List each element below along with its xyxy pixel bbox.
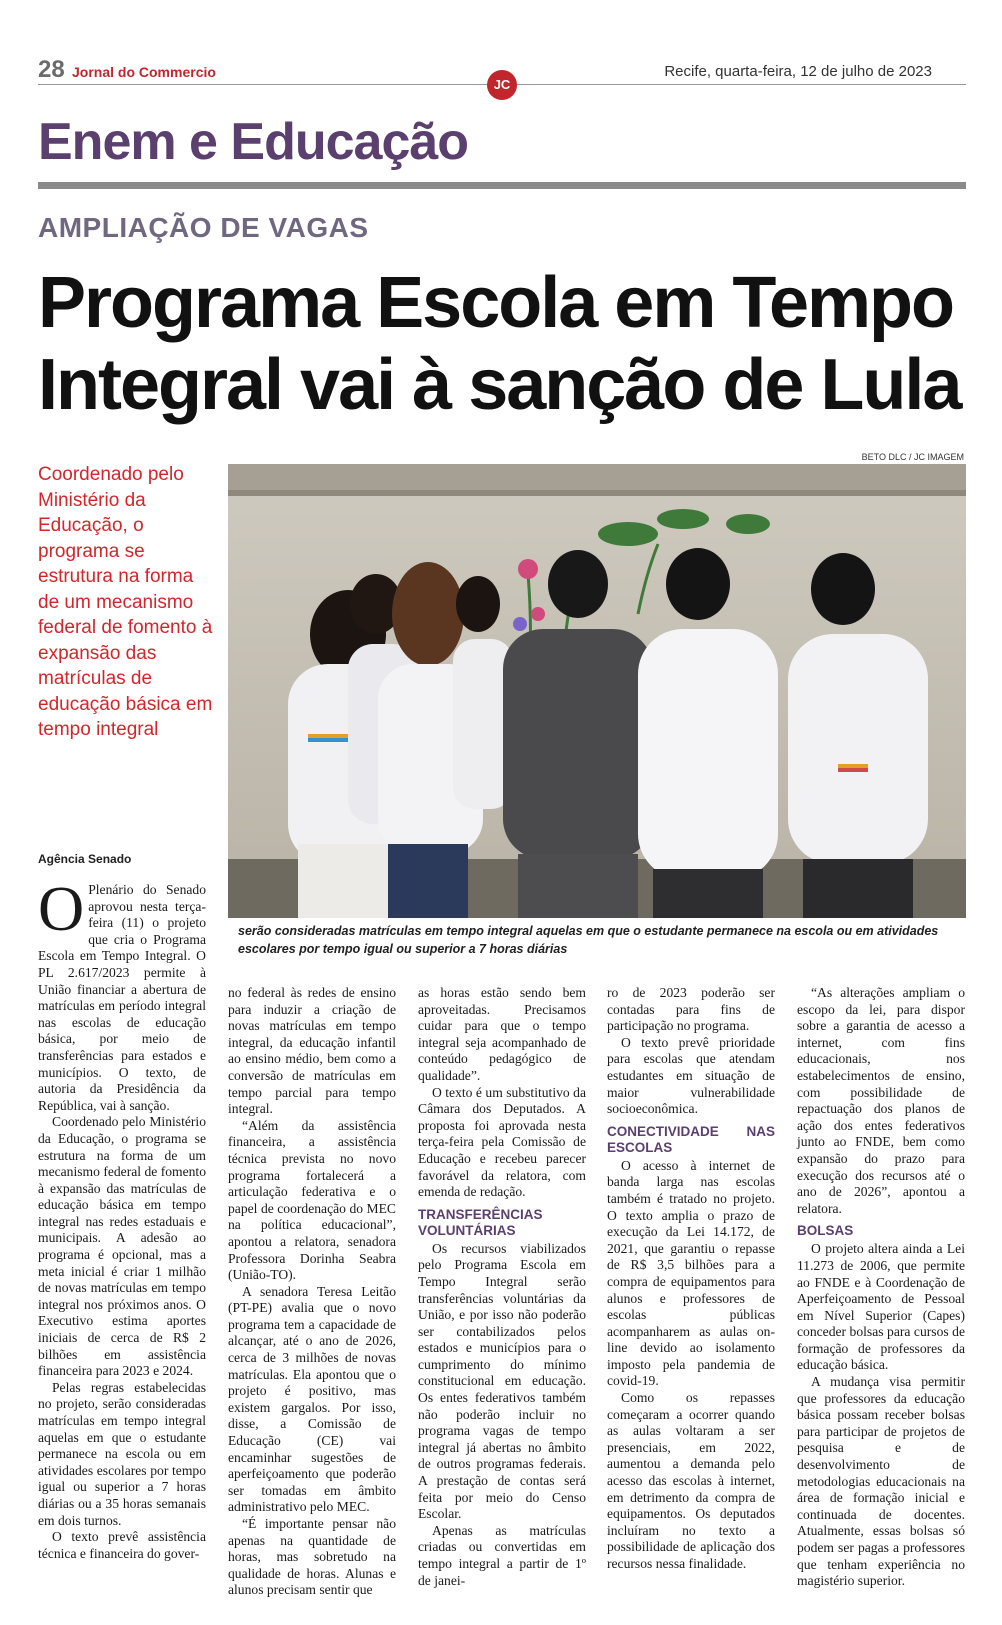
paragraph: O texto é um substitutivo da Câmara dos Deputados. A proposta foi aprovada nesta terça-feira pela Comissão de Educação e recebeu parecer favorável da relatora, com emenda de redação.: [418, 1084, 586, 1200]
headline: Programa Escola em Tempo Integral vai à sanção de Lula: [38, 263, 961, 425]
article-column-3: [418, 985, 586, 1589]
subheading-bolsas: BOLSAS: [797, 1223, 854, 1239]
page-number: 28: [38, 56, 65, 83]
article-column-2: [228, 985, 396, 1599]
photo-credit: BETO DLC / JC IMAGEM: [861, 452, 964, 462]
paragraph: Coordenado pelo Ministério da Educação, o programa se estrutura na forma de um mecanismo federal de fomento à expansão das matrículas de educação básica em tempo integral nas redes estaduais e municipais. A adesão ao programa é opcional, mas a meta inicial é criar 1 milhão de novas matrículas em tempo integral nos próximos anos. O Executivo estima aportes iniciais de cerca de R$ 2 bilhões em assistência financeira para 2023 e 2024.: [38, 1114, 206, 1379]
publication-name: Jornal do Commercio: [72, 64, 216, 80]
photo-caption: serão consideradas matrículas em tempo integral aquelas em que o estudante permanece na escola ou em atividades escolares por tempo igual ou superior a 7 horas diárias: [238, 924, 939, 956]
article-column-5: [797, 985, 965, 1590]
article-column-4: [607, 985, 775, 1573]
article-photo: [228, 464, 966, 918]
paragraph: Pelas regras estabelecidas no projeto, serão consideradas matrículas em tempo integral aquelas em que o estudante permanece na escola ou em atividades escolares por tempo igual ou superior a 7 horas diárias ou a 35 horas semanais em dois turnos.: [38, 1379, 206, 1528]
paragraph: A mudança visa permitir que professores da educação básica possam receber bolsas para participar de projetos de pesquisa e de desenvolvimento de metodologias educacionais na área de formação inicial e continuada de docentes. Atualmente, essas bolsas só podem ser pagas a professores que tenham experiência no magistério superior.: [797, 1374, 965, 1589]
subheading-transferencias: TRANSFERÊNCIAS VOLUNTÁRIAS: [418, 1206, 543, 1238]
paragraph: as horas estão sendo bem aproveitadas. Precisamos cuidar para que o tempo integral seja acompanhado de conteúdo pedagógico de qualidade”.: [418, 985, 586, 1083]
paragraph: O texto prevê prioridade para escolas que atendam estudantes em situação de maior vulnerabilidade socioeconômica.: [607, 1034, 775, 1117]
paragraph: “Além da assistência financeira, a assistência técnica prevista no novo programa fortalecerá a articulação federativa e o papel de coordenação do MEC na política educacional”, apontou a relatora, senadora Professora Dorinha Seabra (União-TO).: [228, 1117, 396, 1283]
paragraph: ro de 2023 poderão ser contadas para fins de participação no programa.: [607, 985, 775, 1034]
paragraph: “É importante pensar não apenas na quantidade de horas, mas sobretudo na qualidade de horas. Alunas e alunos precisam sentir que: [228, 1516, 396, 1598]
subheading-conectividade: CONECTIVIDADE NAS ESCOLAS: [607, 1123, 775, 1155]
kicker: AMPLIAÇÃO DE VAGAS: [38, 212, 369, 243]
paragraph: “As alterações ampliam o escopo da lei, para dispor sobre a garantia de acesso a internet, com fins educacionais, nos estabelecimentos de ensino, com possibilidade de repactuação dos planos de ação dos entes federativos junto ao FNDE, bem como expansão do prazo para execução dos recursos até o ano de 2026”, apontou a relatora.: [797, 985, 965, 1216]
section-title: Enem e Educação: [38, 113, 469, 171]
paragraph: Os recursos viabilizados pelo Programa Escola em Tempo Integral serão transferências voluntárias da União, e por isso não poderão ser contabilizados pelos estados e municípios para o cumprimento do mínimo constitucional em educação. Os entes federativos também não poderão incluir no programa vagas de tempo integral já abertas no âmbito de outros programas federais. A prestação de contas será feita por meio do Censo Escolar.: [418, 1240, 586, 1522]
paragraph: Como os repasses começaram a ocorrer quando as aulas voltaram a ser presenciais, em 2022, aumentou a demanda pelo acesso das escolas à internet, em detrimento da compra de equipamentos. Os deputados incluíram no texto a possibilidade de aplicação dos recursos nessa finalidade.: [607, 1390, 775, 1571]
paragraph: O acesso à internet de banda larga nas escolas também é tratado no projeto. O texto amplia o prazo de execução da Lei 14.172, de 2021, que garantiu o repasse de R$ 3,5 bilhões para a compra de equipamentos para alunos e professores de escolas públicas acompanharem as aulas on-line devido ao isolamento imposto pela pandemia de covid-19.: [607, 1157, 775, 1389]
paragraph: O texto prevê assistência técnica e financeira do gover-: [38, 1529, 206, 1561]
paragraph: Apenas as matrículas criadas ou convertidas em tempo integral a partir de 1º de janei-: [418, 1522, 586, 1588]
publication-date: Recife, quarta-feira, 12 de julho de 2023: [664, 63, 932, 80]
pull-quote: Coordenado pelo Ministério da Educação, o programa se estrutura na forma de um mecanismo federal de fomento à expansão das matrículas de educação básica em tempo integral: [38, 464, 213, 740]
paragraph: no federal às redes de ensino para induzir a criação de novas matrículas em tempo integral, da educação infantil ao ensino médio, bem como a conversão de matrículas em tempo parcial para tempo integral.: [228, 985, 396, 1117]
article-column-1: [38, 873, 206, 1562]
byline: Agência Senado: [38, 852, 132, 866]
paragraph: A senadora Teresa Leitão (PT-PE) avalia que o novo programa tem a capacidade de alcançar, até o ano de 2026, cerca de 3 milhões de novas matrículas. Ela apontou que o projeto é positivo, mas existem gargalos. Por isso, disse, a Comissão de Educação (CE) vai encaminhar sugestões de aperfeiçoamento que poderão ser tomadas em âmbito administrativo pelo MEC.: [228, 1283, 396, 1515]
drop-cap: O: [38, 873, 85, 944]
paragraph: O projeto altera ainda a Lei 11.273 de 2006, que permite ao FNDE e à Coordenação de Aperfeiçoamento de Pessoal em Nível Superior (Capes) conceder bolsas para cursos de formação de professores da educação básica.: [797, 1241, 965, 1373]
section-rule: [38, 182, 966, 189]
paragraph: Plenário do Senado aprovou nesta terça-feira (11) o projeto que cria o Programa Escola em Tempo Integral. O PL 2.617/2023 permite à União financiar a abertura de matrículas em período integral nas escolas de educação básica, por meio de transferências para estados e municípios. O texto, de autoria da Presidência da República, vai à sanção.: [38, 882, 206, 1113]
jc-logo: JC: [487, 70, 517, 100]
